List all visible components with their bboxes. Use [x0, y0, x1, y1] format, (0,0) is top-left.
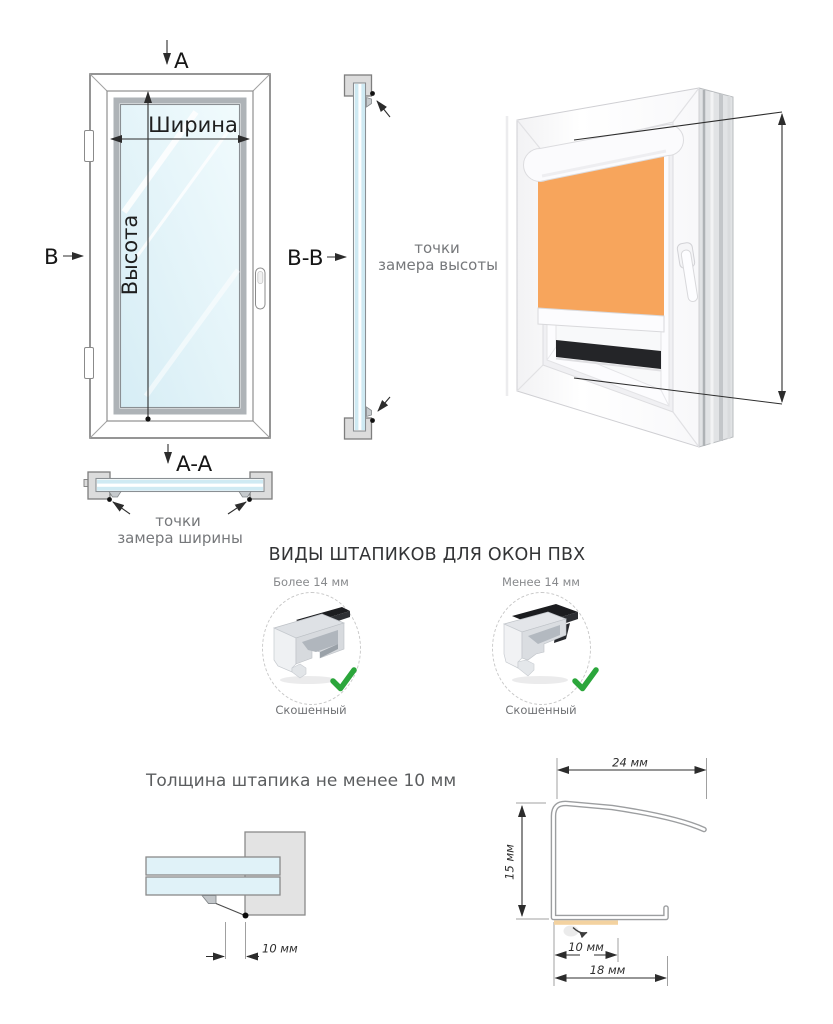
dim-foot-label: 18 мм — [589, 963, 626, 977]
thickness-diagram — [140, 768, 420, 968]
hinge-top — [85, 131, 94, 162]
check-icon — [329, 666, 357, 694]
window-3d-render — [498, 68, 808, 460]
glass-pane-line — [361, 84, 365, 430]
width-points-caption-1: точки — [155, 512, 201, 530]
bead-left — [109, 492, 121, 498]
height-points-caption-1: точки — [414, 239, 460, 257]
width-label: Ширина — [148, 113, 238, 137]
width-points-caption-2: замера ширины — [117, 529, 243, 547]
bead-size-label: Более 14 мм — [273, 575, 349, 589]
bead-type-label: Скошенный — [505, 703, 577, 717]
check-icon — [571, 666, 599, 694]
dim-width-label: 24 мм — [612, 755, 648, 770]
bead-lip — [518, 660, 534, 676]
frame-depth-edge — [699, 88, 733, 447]
bead-profile-mark — [202, 896, 216, 904]
measure-dot — [370, 418, 375, 423]
window-front-and-sections-diagram — [0, 0, 500, 560]
handle-notch — [258, 272, 263, 284]
section-b-marker — [44, 245, 83, 270]
height-label: Высота — [118, 214, 142, 296]
section-b-label: B — [44, 245, 59, 270]
extension-lines — [516, 755, 707, 986]
hinge-bottom — [85, 348, 94, 379]
glass-pane-bottom — [146, 877, 280, 895]
section-bb-diagram — [287, 75, 498, 439]
bead-size-label: Менее 14 мм — [502, 575, 580, 589]
thickness-dim-label: 10 мм — [262, 941, 298, 956]
glass-pane-line — [355, 84, 359, 430]
glass-pane-top — [146, 857, 280, 875]
measure-dot — [247, 497, 252, 502]
tape-strip — [554, 920, 618, 925]
bead-bottom — [367, 407, 372, 417]
measure-dot — [370, 91, 375, 96]
dim-inner-label: 10 мм — [568, 940, 604, 954]
profile-outline-inner — [554, 803, 705, 917]
beads-section-title: ВИДЫ ШТАПИКОВ ДЛЯ ОКОН ПВХ — [268, 545, 586, 565]
pointer-line — [216, 904, 245, 916]
dim-height-label: 15 мм — [502, 844, 517, 880]
measure-point-dot — [243, 913, 249, 919]
glass-pane-line — [97, 487, 263, 491]
section-a-label: A — [174, 49, 189, 74]
height-points-caption-2: замера высоты — [378, 256, 498, 274]
bead-top — [367, 98, 372, 108]
glass-pane-line — [97, 480, 263, 484]
bead-type-label: Скошенный — [275, 703, 347, 717]
section-a-marker — [167, 40, 189, 74]
measure-dot — [107, 497, 112, 502]
bead-profile-drawing — [500, 742, 800, 998]
section-aa-label: A-A — [176, 452, 213, 477]
measure-dot — [145, 416, 150, 421]
section-aa-diagram — [84, 444, 272, 547]
section-bb-label: B-B — [287, 246, 324, 271]
thickness-section-title: Толщина штапика не менее 10 мм — [146, 771, 457, 791]
bead-right — [239, 492, 251, 498]
